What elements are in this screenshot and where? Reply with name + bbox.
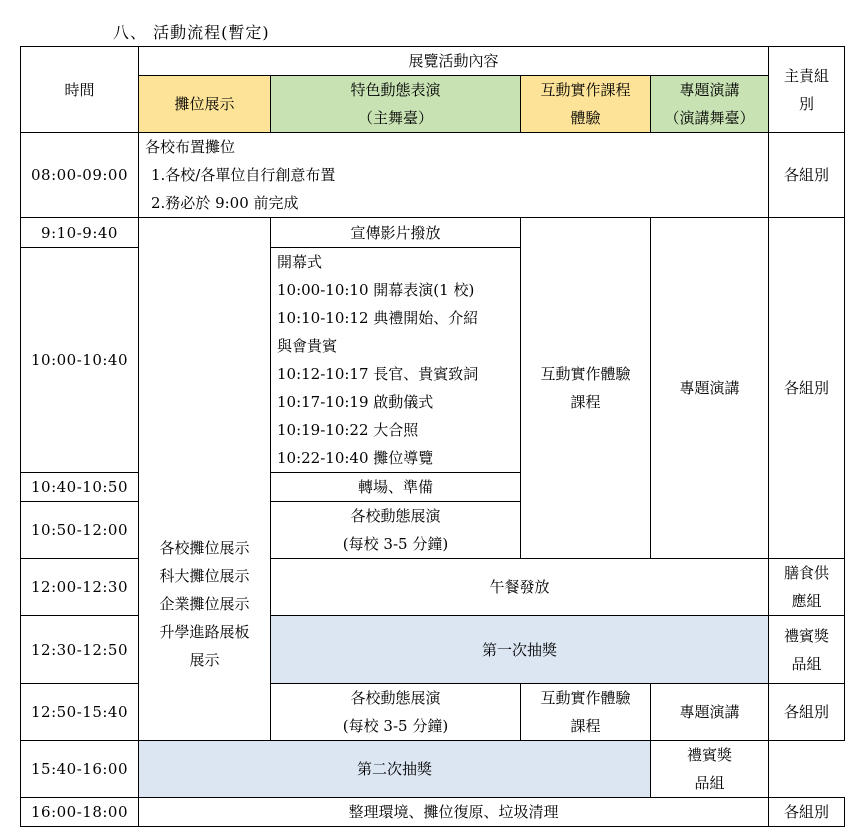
owner-cell: 各組別 [769, 798, 845, 827]
hands-on-line-1: 互動實作體驗 [540, 689, 631, 707]
header-hands-on-line-2: 體驗 [570, 109, 601, 127]
time-cell: 12:00-12:30 [21, 559, 139, 616]
header-talk-line-1: 專題演講 [679, 81, 740, 99]
time-cell: 12:50-15:40 [21, 684, 139, 741]
booth-line-5: 展示 [189, 651, 220, 669]
schedule-table [20, 46, 845, 827]
booth-line-2: 科大攤位展示 [159, 567, 250, 585]
opening-line-8: 10:22-10:40 攤位導覽 [277, 449, 434, 467]
header-booth: 攤位展示 [139, 76, 271, 133]
lottery-cell: 第一次抽獎 [271, 616, 769, 684]
stage-line-2: (每校 3-5 分鐘) [342, 717, 449, 735]
header-stage-line-2: （主舞臺） [357, 109, 433, 127]
header-hands-on [521, 76, 651, 133]
opening-line-5: 10:12-10:17 長官、貴賓致詞 [277, 365, 479, 383]
stage-line-2: (每校 3-5 分鐘) [342, 535, 449, 553]
stage-line-1: 各校動態展演 [350, 689, 441, 707]
setup-line-1: 各校布置攤位 [145, 138, 236, 156]
opening-line-1: 開幕式 [277, 253, 323, 271]
hands-on-cell [521, 218, 651, 559]
booth-cell [139, 218, 271, 741]
setup-line-2: 1.各校/各單位自行創意布置 [151, 166, 336, 184]
header-content: 展覽活動內容 [139, 47, 769, 76]
owner-cell [769, 559, 845, 616]
hands-on-line-2: 課程 [570, 393, 601, 411]
time-cell: 10:40-10:50 [21, 473, 139, 502]
time-cell: 15:40-16:00 [21, 741, 139, 798]
hands-on-line-2: 課程 [570, 717, 601, 735]
time-cell: 9:10-9:40 [21, 218, 139, 248]
owner-line-2: 品組 [791, 654, 822, 673]
owner-line-2: 應組 [791, 592, 822, 610]
talk-cell: 專題演講 [651, 684, 769, 741]
hands-on-line-1: 互動實作體驗 [540, 365, 631, 383]
opening-line-6: 10:17-10:19 啟動儀式 [277, 393, 434, 411]
owner-line-2: 品組 [694, 774, 725, 792]
stage-cell: 宣傳影片撥放 [271, 218, 521, 248]
setup-cell [139, 133, 769, 218]
booth-line-4: 升學進路展板 [159, 623, 250, 641]
opening-line-7: 10:19-10:22 大合照 [277, 421, 419, 439]
section-heading: 八、 活動流程(暫定) [113, 23, 270, 42]
header-owner-text: 主責組別 [783, 66, 829, 113]
time-cell: 12:30-12:50 [21, 616, 139, 684]
booth-line-1: 各校攤位展示 [159, 539, 250, 557]
opening-line-2: 10:00-10:10 開幕表演(1 校) [277, 281, 475, 299]
owner-cell [651, 741, 769, 798]
stage-line-1: 各校動態展演 [350, 507, 441, 525]
stage-cell: 轉場、準備 [271, 473, 521, 502]
stage-cell [271, 684, 521, 741]
owner-cell: 各組別 [769, 684, 845, 741]
header-owner [769, 47, 845, 133]
opening-line-3: 10:10-10:12 典禮開始、介紹 [277, 309, 479, 327]
lottery-cell: 第二次抽獎 [139, 741, 651, 798]
opening-cell [271, 248, 521, 473]
owner-cell: 各組別 [769, 133, 845, 218]
hands-on-cell [521, 684, 651, 741]
header-talk [651, 76, 769, 133]
lunch-cell: 午餐發放 [271, 559, 769, 616]
header-time: 時間 [21, 47, 139, 133]
header-stage-line-1: 特色動態表演 [350, 81, 441, 99]
time-cell: 10:00-10:40 [21, 248, 139, 473]
time-cell: 08:00-09:00 [21, 133, 139, 218]
stage-cell [271, 502, 521, 559]
booth-line-3: 企業攤位展示 [159, 595, 250, 613]
owner-line-1: 禮賓獎 [686, 746, 732, 764]
cleanup-cell: 整理環境、攤位復原、垃圾清理 [139, 798, 769, 827]
time-cell: 10:50-12:00 [21, 502, 139, 559]
time-cell: 16:00-18:00 [21, 798, 139, 827]
setup-line-3: 2.務必於 9:00 前完成 [151, 194, 299, 212]
opening-line-4: 與會貴賓 [277, 337, 338, 355]
header-talk-line-2: （演講舞臺） [664, 109, 755, 127]
owner-cell [769, 616, 845, 684]
owner-line-1: 膳食供 [783, 564, 829, 582]
owner-cell: 各組別 [769, 218, 845, 559]
header-stage [271, 76, 521, 133]
header-hands-on-line-1: 互動實作課程 [540, 81, 631, 99]
talk-cell: 專題演講 [651, 218, 769, 559]
owner-line-1: 禮賓獎 [783, 626, 829, 645]
